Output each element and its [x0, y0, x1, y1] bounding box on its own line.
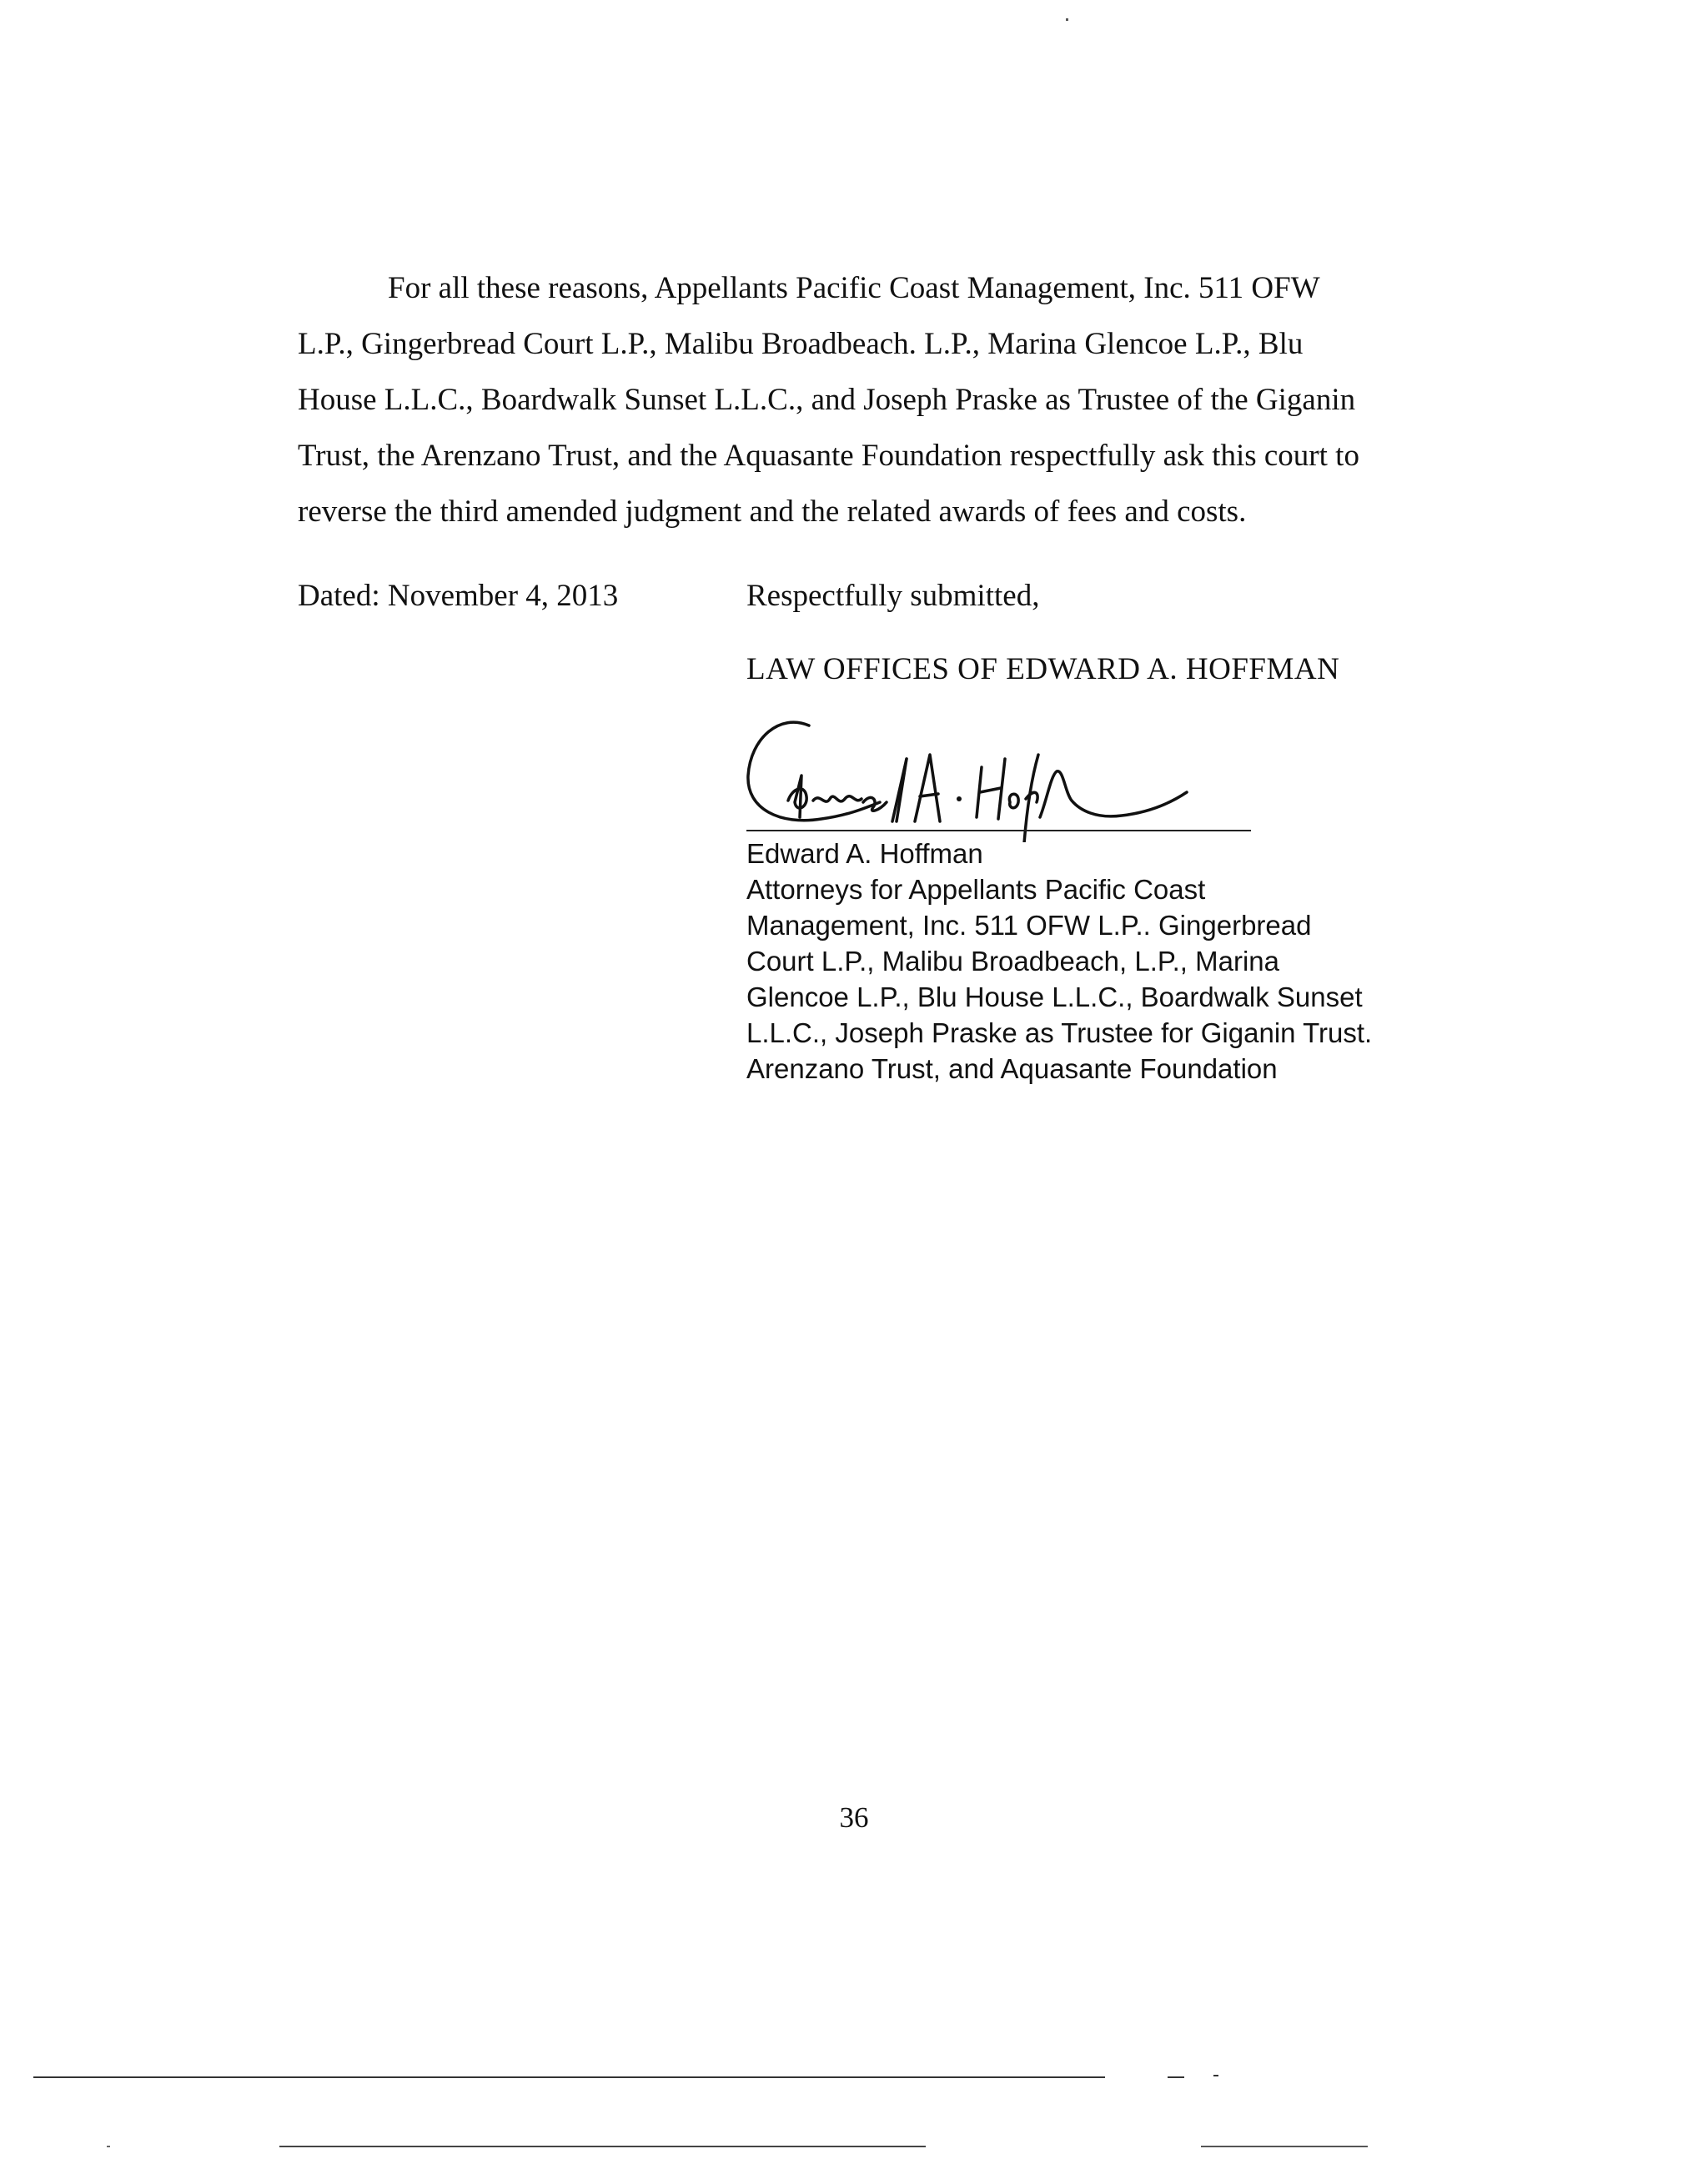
paragraph-line: Trust, the Arenzano Trust, and the Aquasante Foundation respectfully ask this court to [298, 439, 1359, 473]
attorney-line: L.L.C., Joseph Praske as Trustee for Giganin Trust. [746, 1017, 1373, 1048]
attorney-line: Court L.P., Malibu Broadbeach, L.P., Marina [746, 946, 1279, 977]
handwritten-signature [730, 709, 1263, 842]
signature-line [746, 830, 1251, 831]
bottom-rule [33, 2076, 1105, 2078]
paragraph-line: reverse the third amended judgment and the related awards of fees and costs. [298, 495, 1247, 529]
paragraph-line: For all these reasons, Appellants Pacific Coast Management, Inc. 511 OFW [388, 271, 1320, 305]
attorney-line: Attorneys for Appellants Pacific Coast [746, 874, 1206, 905]
closing-salutation: Respectfully submitted, [746, 579, 1040, 613]
bottom-rule-dash [1213, 2075, 1218, 2076]
lower-rule-right [1201, 2146, 1368, 2147]
law-firm-name: LAW OFFICES OF EDWARD A. HOFFMAN [746, 652, 1340, 686]
attorney-line: Glencoe L.P., Blu House L.L.C., Boardwalk Sunset [746, 982, 1363, 1012]
closing-paragraph [298, 260, 1432, 540]
signer-name: Edward A. Hoffman [746, 838, 983, 869]
bottom-rule-dash [1168, 2076, 1184, 2078]
lower-rule-dot [107, 2146, 110, 2147]
attorney-line: Management, Inc. 511 OFW L.P.. Gingerbread [746, 910, 1312, 941]
attorney-line: Arenzano Trust, and Aquasante Foundation [746, 1053, 1278, 1084]
dated-line: Dated: November 4, 2013 [298, 579, 619, 613]
attorney-block [746, 836, 1372, 1087]
paragraph-line: L.P., Gingerbread Court L.P., Malibu Broadbeach. L.P., Marina Glencoe L.P., Blu [298, 327, 1304, 361]
paragraph-line: House L.L.C., Boardwalk Sunset L.L.C., and Joseph Praske as Trustee of the Giganin [298, 383, 1356, 417]
scan-speck [1066, 18, 1068, 21]
page-number: 36 [839, 1801, 869, 1834]
lower-rule [279, 2146, 926, 2147]
